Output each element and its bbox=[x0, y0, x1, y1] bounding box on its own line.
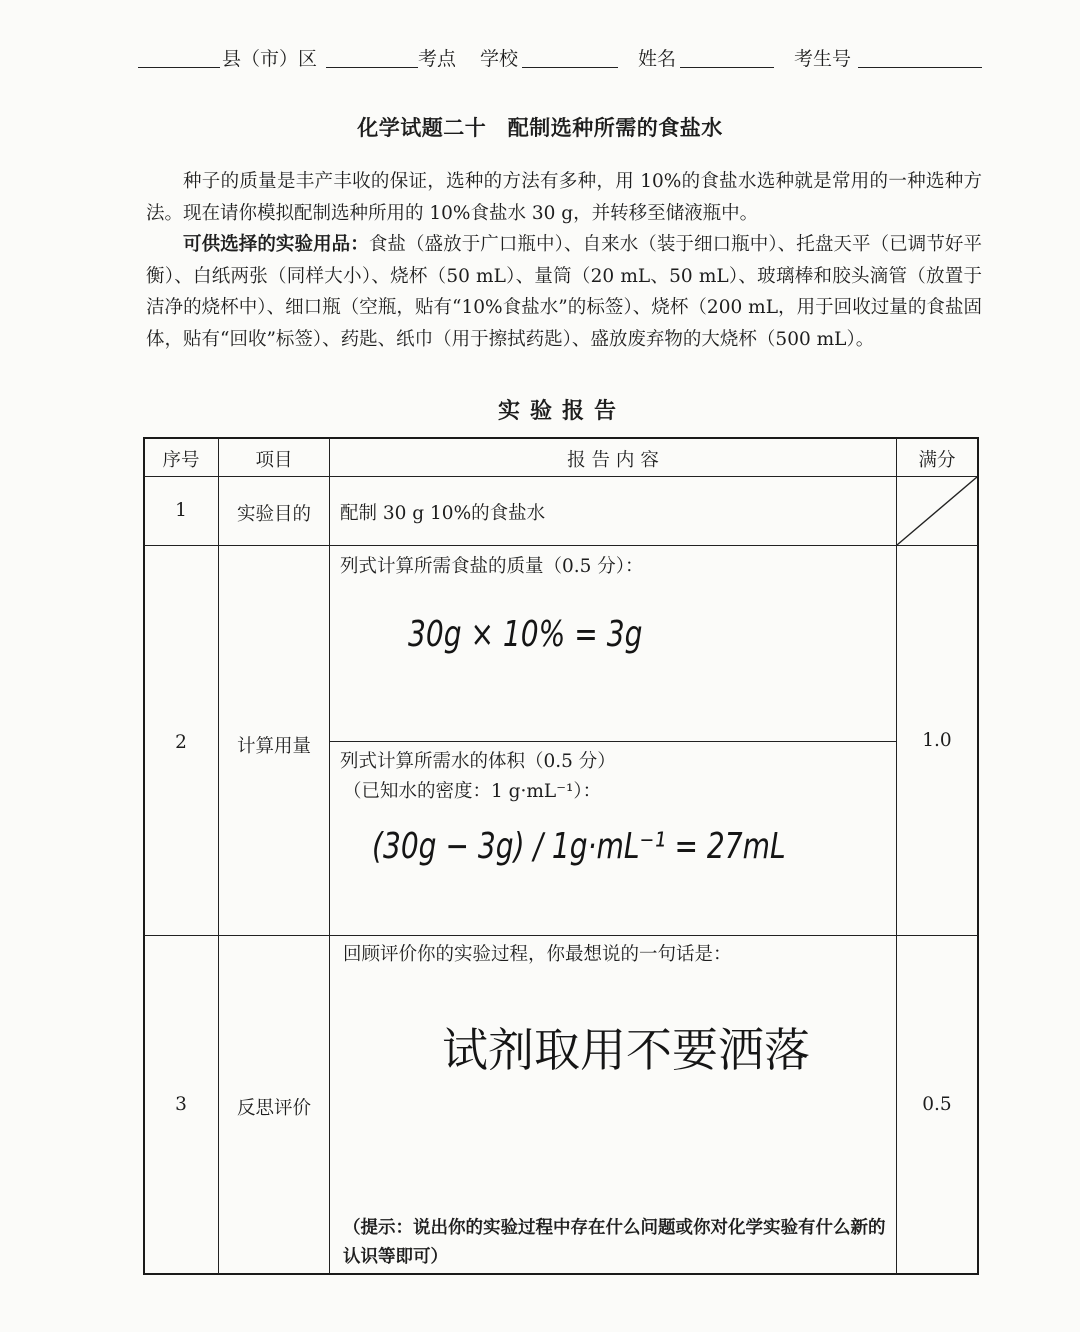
supplies-label: 可供选择的实验用品： bbox=[183, 234, 369, 255]
row3-item: 反思评价 bbox=[236, 1098, 311, 1119]
row2-no: 2 bbox=[175, 732, 187, 753]
intro-text bbox=[146, 166, 982, 355]
supplies-text: 食盐（盛放于广口瓶中）、自来水（装于细口瓶中）、托盘天平（已调节好平衡）、白纸两张（同样大小）、烧杯（50 mL）、量筒（20 mL、50 mL）、玻璃棒和胶头滴管（放置于洁净的烧杯中）、细口瓶（空瓶，贴有“10%食盐水”的标签）、烧杯（200 mL，用于回收过量的食盐固体，贴有“回收”标签）、药匙、纸巾（用于擦拭药匙）、盛放废弃物的大烧杯（500 mL）。 bbox=[146, 234, 982, 350]
salt-mass-prompt: 列式计算所需食盐的质量（0.5 分）： bbox=[340, 556, 644, 577]
table-divider bbox=[218, 438, 219, 1274]
exam-info-header bbox=[138, 44, 983, 72]
reflection-hint: （提示：说出你的实验过程中存在什么问题或你对化学实验有什么新的认识等即可） bbox=[343, 1218, 886, 1267]
page-title: 化学试题二十 配制选种所需的食盐水 bbox=[357, 116, 723, 140]
exam-no-blank[interactable] bbox=[858, 67, 982, 68]
exam-no-label: 考生号 bbox=[794, 48, 852, 70]
table-divider bbox=[896, 438, 897, 1274]
row2-item: 计算用量 bbox=[236, 736, 311, 757]
site-label: 考点 bbox=[418, 48, 457, 70]
name-blank[interactable] bbox=[680, 67, 774, 68]
county-blank[interactable] bbox=[138, 67, 220, 68]
reflection-prompt: 回顾评价你的实验过程，你最想说的一句话是： bbox=[343, 944, 732, 965]
row1-content: 配制 30 g 10%的食盐水 bbox=[340, 503, 546, 524]
table-divider bbox=[329, 438, 330, 1274]
supplies-paragraph bbox=[146, 229, 982, 355]
table-divider bbox=[144, 476, 978, 477]
school-blank[interactable] bbox=[522, 67, 618, 68]
row1-item: 实验目的 bbox=[236, 504, 311, 525]
table-divider bbox=[329, 741, 896, 742]
water-volume-prompt: 列式计算所需水的体积（0.5 分） bbox=[340, 751, 616, 772]
table-divider bbox=[144, 545, 978, 546]
site-blank[interactable] bbox=[326, 67, 418, 68]
intro-paragraph: 种子的质量是丰产丰收的保证，选种的方法有多种，用 10%的食盐水选种就是常用的一种选种方法。现在请你模拟配制选种所用的 10%食盐水 30 g，并转移至储液瓶中。 bbox=[146, 171, 982, 224]
row3-score: 0.5 bbox=[922, 1094, 952, 1115]
salt-mass-answer: 30g × 10% = 3g bbox=[408, 614, 643, 655]
diagonal-slash bbox=[897, 477, 978, 546]
header-item: 项目 bbox=[255, 450, 293, 471]
name-label: 姓名 bbox=[638, 48, 677, 70]
water-density-note: （已知水的密度：1 g·mL⁻¹）： bbox=[343, 781, 602, 802]
header-no: 序号 bbox=[162, 450, 200, 471]
table-divider bbox=[144, 935, 978, 936]
school-label: 学校 bbox=[480, 48, 519, 70]
county-label: 县（市）区 bbox=[222, 48, 318, 70]
row2-score: 1.0 bbox=[922, 730, 952, 751]
reflection-answer: 试剂取用不要洒落 bbox=[442, 1023, 810, 1077]
row1-no: 1 bbox=[175, 500, 187, 521]
report-title: 实验报告 bbox=[497, 399, 626, 424]
water-volume-answer: (30g − 3g) / 1g·mL⁻¹ = 27mL bbox=[372, 826, 786, 867]
header-content: 报 告 内 容 bbox=[567, 450, 659, 471]
header-score: 满分 bbox=[918, 450, 956, 471]
row3-no: 3 bbox=[175, 1094, 187, 1115]
